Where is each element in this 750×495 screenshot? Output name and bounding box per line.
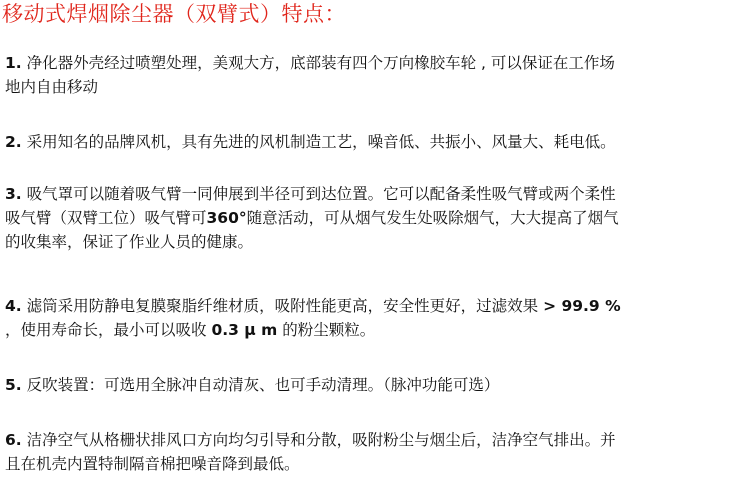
rotation-angle: 360° <box>206 209 247 227</box>
feature-item-5 <box>5 373 747 397</box>
feature-5-line-1 <box>5 373 747 397</box>
feature-6-line-2 <box>5 452 747 476</box>
feature-number: 2. <box>5 133 22 151</box>
feature-text: 的粉尘颗粒。 <box>282 321 376 339</box>
feature-item-6 <box>5 428 747 476</box>
filtration-efficiency: > 99.9 % <box>543 297 621 315</box>
feature-3-line-1 <box>5 182 747 206</box>
feature-text: 滤筒采用防静电复膜聚脂纤维材质，吸附性能更高，安全性更好，过滤效果 <box>26 297 539 315</box>
feature-2-line-1 <box>5 130 747 154</box>
feature-item-1 <box>5 51 747 99</box>
feature-number: 1. <box>5 54 22 72</box>
feature-text: 随意活动，可从烟气发生处吸除烟气，大大提高了烟气 <box>246 209 619 227</box>
feature-item-4 <box>5 294 747 342</box>
feature-number: 4. <box>5 297 22 315</box>
feature-1-line-1 <box>5 51 747 75</box>
feature-text: ，使用寿命长，最小可以吸收 <box>5 321 207 339</box>
feature-text: 净化器外壳经过喷塑处理，美观大方，底部装有四个万向橡胶车轮 , 可以保证在工作场 <box>26 54 615 72</box>
feature-3-line-2 <box>5 206 747 230</box>
feature-number: 5. <box>5 376 22 394</box>
feature-text: 且在机壳内置特制隔音棉把噪音降到最低。 <box>5 455 300 473</box>
feature-4-line-2 <box>5 318 747 342</box>
feature-number: 3. <box>5 185 22 203</box>
feature-1-line-2 <box>5 75 747 99</box>
feature-text: 吸气罩可以随着吸气臂一同伸展到半径可到达位置。它可以配备柔性吸气臂或两个柔性 <box>26 185 616 203</box>
page-title: 移动式焊烟除尘器（双臂式）特点： <box>2 2 346 26</box>
feature-item-2 <box>5 130 747 154</box>
feature-text: 采用知名的品牌风机，具有先进的风机制造工艺，噪音低、共振小、风量大、耗电低。 <box>26 133 616 151</box>
feature-item-3 <box>5 182 747 254</box>
feature-number: 6. <box>5 431 22 449</box>
feature-3-line-3 <box>5 230 747 254</box>
feature-text: 吸气臂（双臂工位）吸气臂可 <box>5 209 207 227</box>
particle-size: 0.3 μ m <box>211 321 278 339</box>
feature-4-line-1 <box>5 294 747 318</box>
feature-6-line-1 <box>5 428 747 452</box>
feature-text: 地内自由移动 <box>5 78 99 96</box>
feature-text: 反吹装置：可选用全脉冲自动清灰、也可手动清理。（脉冲功能可选） <box>26 376 500 394</box>
feature-text: 的收集率，保证了作业人员的健康。 <box>5 233 254 251</box>
feature-text: 洁净空气从格栅状排风口方向均匀引导和分散，吸附粉尘与烟尘后，洁净空气排出。并 <box>26 431 616 449</box>
